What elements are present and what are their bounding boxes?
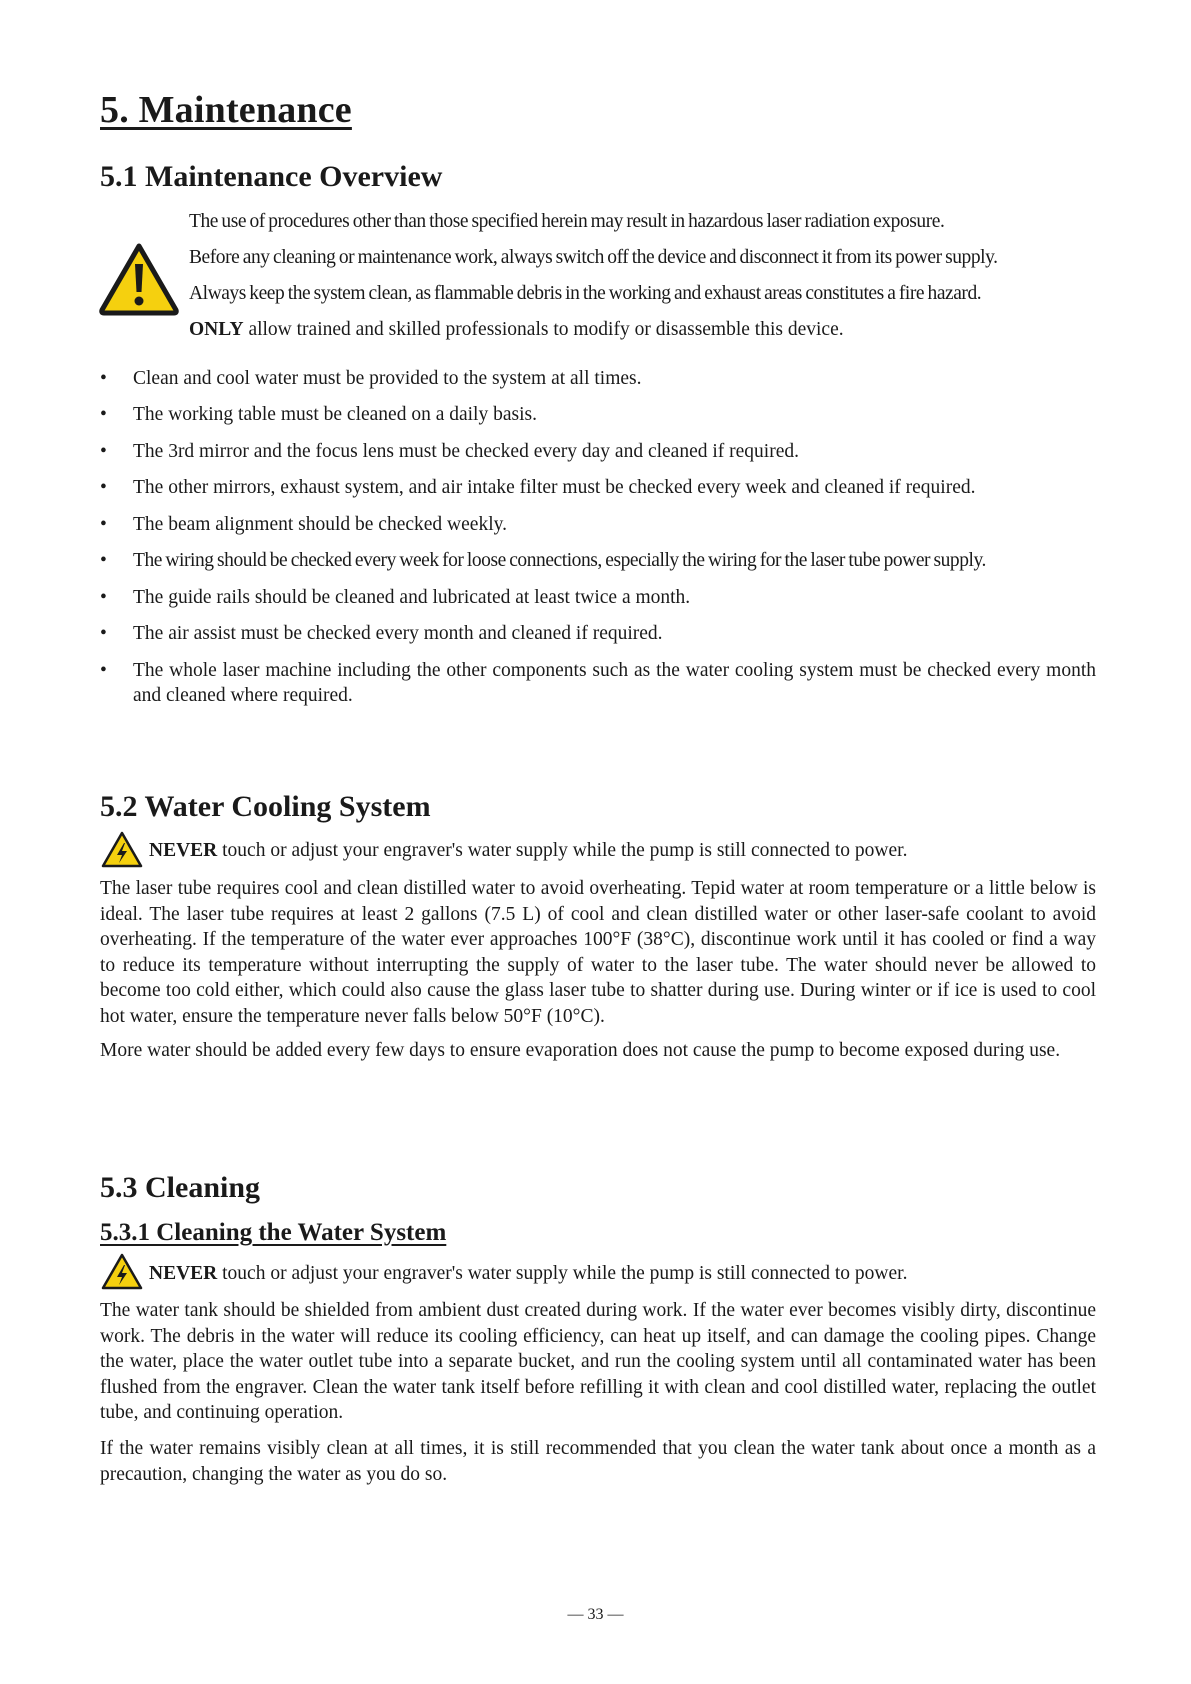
notice-emphasis: NEVER (149, 1263, 218, 1284)
notice-emphasis: NEVER (149, 840, 218, 861)
list-item: • The wiring should be checked every week for loose connections, especially the wiring for the laser tube power supply. (100, 548, 1096, 573)
section-title-water-cooling: 5.2 Water Cooling System (100, 790, 431, 823)
warning-emphasis: ONLY (189, 319, 244, 340)
warning-line-2: Before any cleaning or maintenance work, always switch off the device and disconnect it from its power supply. (189, 247, 998, 268)
list-item: • The 3rd mirror and the focus lens must be checked every day and cleaned if required. (100, 439, 1096, 464)
notice-text: touch or adjust your engraver's water supply while the pump is still connected to power. (217, 1263, 908, 1284)
water-supply-notice (149, 840, 907, 862)
paragraph: If the water remains visibly clean at all times, it is still recommended that you clean the water tank about once a month as a precaution, changing the water as you do so. (100, 1438, 1096, 1485)
paragraph: The water tank should be shielded from ambient dust created during work. If the water ever becomes visibly dirty, discontinue work. The debris in the water will reduce its cooling efficiency, can heat up itself, and can damage the cooling pipes. Change the water, place the water outlet tube into a separate bucket, and run the cooling system until all contaminated water has been flushed from the engraver. Clean the water tank itself before refilling it with clean and cool distilled water, replacing the outlet tube, and continuing operation. (100, 1300, 1096, 1423)
list-item: • The whole laser machine including the other components such as the water cooling system must be checked every month and cleaned where required. (100, 658, 1096, 709)
water-supply-notice (149, 1263, 907, 1285)
maintenance-checklist (100, 366, 1096, 720)
section-title-cleaning: 5.3 Cleaning (100, 1171, 261, 1204)
page-number: — 33 — (567, 1606, 624, 1623)
list-item: • The guide rails should be cleaned and lubricated at least twice a month. (100, 585, 1096, 610)
lightning-warning-icon (100, 830, 144, 870)
warning-line-4-text: allow trained and skilled professionals to modify or disassemble this device. (243, 319, 844, 340)
chapter-title: 5. Maintenance (100, 89, 352, 131)
section-title-overview: 5.1 Maintenance Overview (100, 160, 443, 193)
list-item: • The air assist must be checked every month and cleaned if required. (100, 621, 1096, 646)
subsection-title-water-system: 5.3.1 Cleaning the Water System (100, 1219, 447, 1246)
list-item: • The working table must be cleaned on a daily basis. (100, 402, 1096, 427)
warning-line-1: The use of procedures other than those specified herein may result in hazardous laser radiation exposure. (189, 211, 945, 232)
warning-line-4 (189, 319, 844, 341)
list-item: • The beam alignment should be checked weekly. (100, 512, 1096, 537)
paragraph: More water should be added every few days to ensure evaporation does not cause the pump to become exposed during use. (100, 1040, 1061, 1061)
exclamation-warning-icon (98, 242, 180, 316)
list-item: • The other mirrors, exhaust system, and air intake filter must be checked every week and cleaned if required. (100, 475, 1096, 500)
paragraph: The laser tube requires cool and clean distilled water to avoid overheating. Tepid water at room temperature or a little below is ideal. The laser tube requires at least 2 gallons (7.5 L) of cool and clean distilled water or other laser-safe coolant to avoid overheating. If the temperature of the water ever approaches 100°F (38°C), discontinue work until it has cooled or find a way to reduce its temperature without interrupting the supply of water to the laser tube. The water should never be allowed to become too cold either, which could also cause the glass laser tube to shatter during use. During winter or if ice is used to cool hot water, ensure the temperature never falls below 50°F (10°C). (100, 878, 1096, 1027)
notice-text: touch or adjust your engraver's water supply while the pump is still connected to power. (217, 840, 908, 861)
list-item: • Clean and cool water must be provided to the system at all times. (100, 366, 1096, 391)
warning-line-3: Always keep the system clean, as flammable debris in the working and exhaust areas constitutes a fire hazard. (189, 283, 982, 304)
lightning-warning-icon (100, 1252, 144, 1292)
